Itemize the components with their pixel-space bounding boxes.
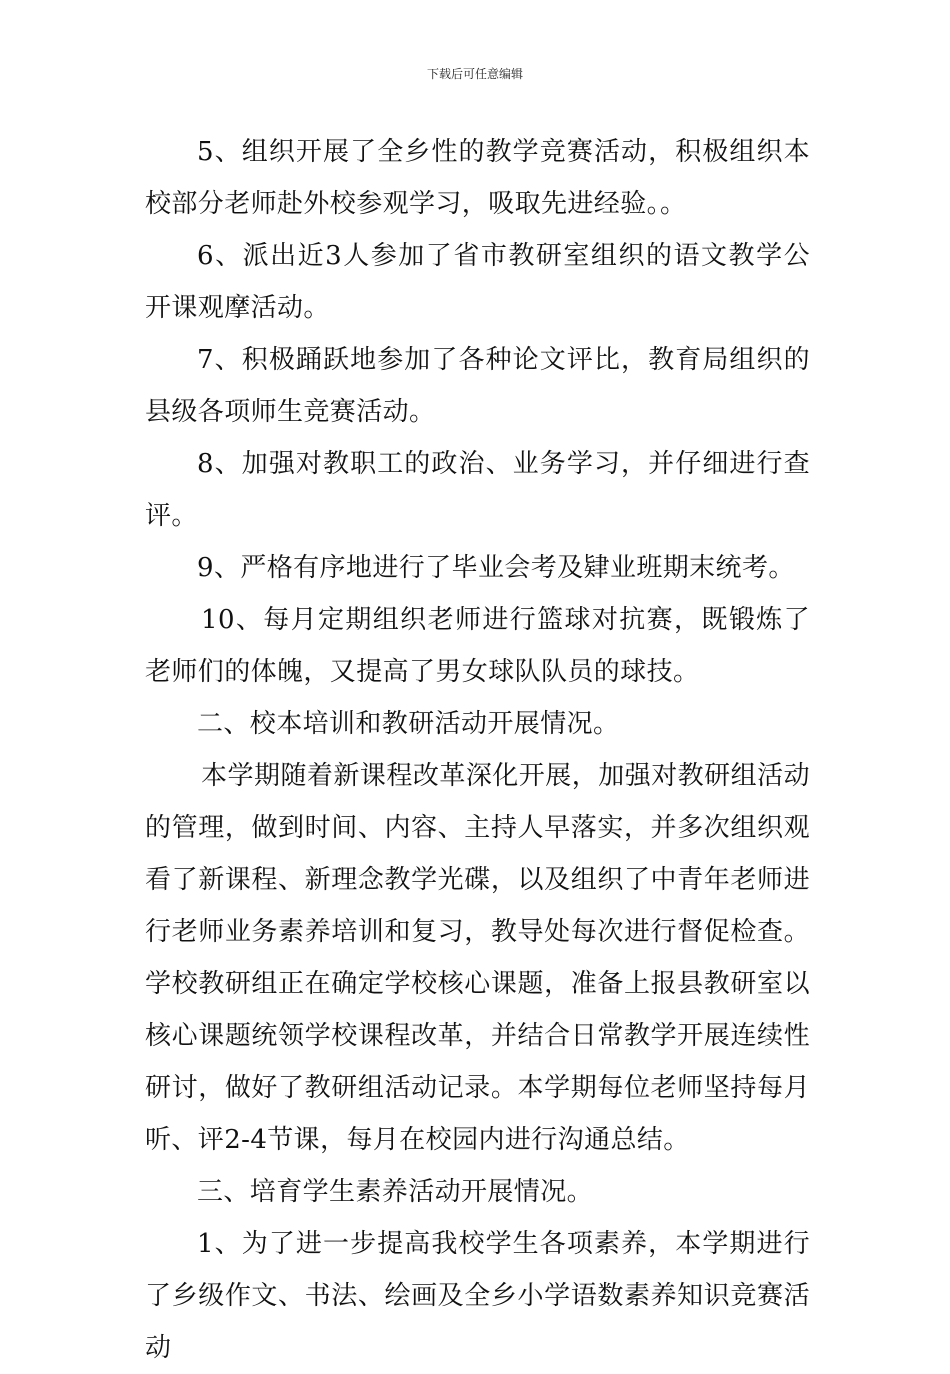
paragraph-item-8: 8、加强对教职工的政治、业务学习，并仔细进行查评。: [145, 449, 810, 531]
paragraph-item-9: 9、严格有序地进行了毕业会考及肄业班期末统考。: [197, 553, 795, 583]
paragraph-item-6: 6、派出近3人参加了省市教研室组织的语文教学公开课观摩活动。: [145, 241, 810, 323]
paragraph-item-1: 1、为了进一步提高我校学生各项素养，本学期进行了乡级作文、书法、绘画及全乡小学语数素养知识竞赛活动: [145, 1229, 810, 1363]
section-heading-2: 二、校本培训和教研活动开展情况。: [197, 709, 620, 739]
paragraph-item-7: 7、积极踊跃地参加了各种论文评比，教育局组织的县级各项师生竞赛活动。: [145, 345, 810, 427]
document-body: [145, 126, 810, 1374]
paragraph-item-10: 10、每月定期组织老师进行篮球对抗赛，既锻炼了老师们的体魄，又提高了男女球队队员的球技。: [145, 605, 810, 687]
paragraph-training: 本学期随着新课程改革深化开展，加强对教研组活动的管理，做到时间、内容、主持人早落实，并多次组织观看了新课程、新理念教学光碟，以及组织了中青年老师进行老师业务素养培训和复习，教导处每次进行督促检查。学校教研组正在确定学校核心课题，准备上报县教研室以核心课题统领学校课程改革，并结合日常教学开展连续性研讨，做好了教研组活动记录。本学期每位老师坚持每月听、评2-4节课，每月在校园内进行沟通总结。: [145, 761, 810, 1155]
page-header: 下载后可任意编辑: [426, 67, 523, 81]
section-heading-3: 三、培育学生素养活动开展情况。: [197, 1177, 594, 1207]
paragraph-item-5: 5、组织开展了全乡性的教学竞赛活动，积极组织本校部分老师赴外校参观学习，吸取先进经验。。: [145, 137, 810, 219]
